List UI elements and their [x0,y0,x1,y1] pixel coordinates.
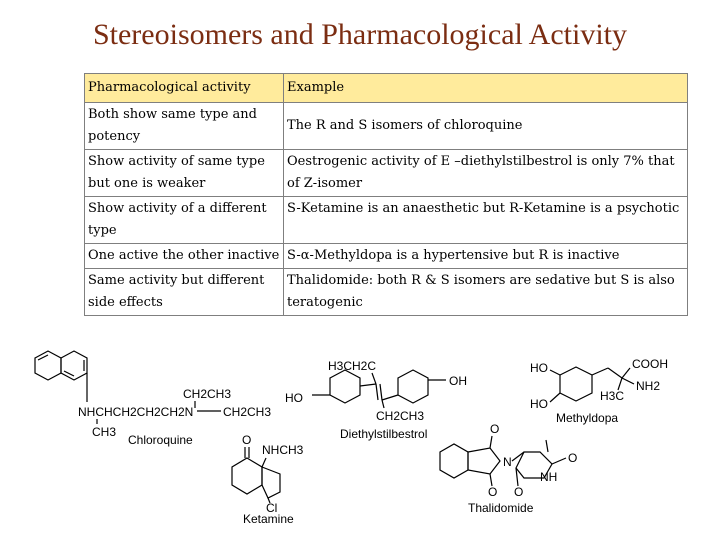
chloroquine-structure [35,351,271,447]
table-row [85,197,688,244]
chloroquine-name: Chloroquine [128,433,193,447]
activity-cell: Both show same type and potency [85,103,284,150]
activity-cell: Show activity of same type but one is weaker [85,150,284,197]
thalidomide-label-nitrogen: N [503,455,512,469]
ketamine-label-methylamino: NHCH3 [262,443,304,457]
des-label-hydroxyl-right: OH [449,374,467,388]
header-activity: Pharmacological activity [85,74,284,103]
ketamine-structure [232,433,304,526]
thalidomide-label-oxygen-imide-2: O [568,451,578,465]
thalidomide-label-imide: NH [540,470,558,484]
activity-table [84,73,688,316]
thalidomide-label-oxygen-bottom: O [488,485,498,499]
des-label-ethyl-2: CH2CH3 [376,409,425,423]
chemical-structures [0,340,720,540]
thalidomide-structure [440,422,577,515]
example-cell: S-α-Methyldopa is a hypertensive but R is inactive [284,244,688,269]
activity-cell: Show activity of a different type [85,197,284,244]
ketamine-label-chlorine: Cl [266,501,278,515]
chloroquine-label-methyl: CH3 [92,425,117,439]
methyldopa-label-hydroxyl-bottom: HO [530,397,548,411]
header-example: Example [284,74,688,103]
table-row [85,244,688,269]
thalidomide-label-oxygen-top: O [490,422,500,436]
example-cell: Thalidomide: both R & S isomers are sedative but S is also teratogenic [284,269,688,316]
methyldopa-label-carboxyl: COOH [632,357,668,371]
des-label-ethyl-1: H3CH2C [328,359,377,373]
methyldopa-label-hydroxyl-top: HO [530,361,548,375]
table-row [85,269,688,316]
diethylstilbestrol-name: Diethylstilbestrol [340,427,428,441]
ketamine-name: Ketamine [243,512,294,526]
example-cell: The R and S isomers of chloroquine [284,103,688,150]
methyldopa-label-methyl: H3C [600,389,625,403]
table-header-row [85,74,688,103]
example-cell: Oestrogenic activity of E –diethylstilbestrol is only 7% that of Z-isomer [284,150,688,197]
des-label-hydroxyl-left: HO [285,391,303,405]
thalidomide-name: Thalidomide [468,501,534,515]
chloroquine-label-ethyl-2: CH2CH3 [223,405,272,419]
activity-cell: Same activity but different side effects [85,269,284,316]
methyldopa-structure [530,357,668,425]
table-row [85,150,688,197]
slide-title: Stereoisomers and Pharmacological Activity [92,18,628,51]
example-cell: S-Ketamine is an anaesthetic but R-Ketamine is a psychotic [284,197,688,244]
activity-cell: One active the other inactive [85,244,284,269]
methyldopa-label-amino: NH2 [636,379,661,393]
methyldopa-name: Methyldopa [556,411,619,425]
thalidomide-label-oxygen-imide-1: O [514,485,524,499]
chloroquine-label-ethyl-1: CH2CH3 [183,387,232,401]
chloroquine-label-chain: NHCHCH2CH2CH2N [78,405,194,419]
ketamine-label-oxygen: O [242,433,252,447]
diethylstilbestrol-structure [285,359,467,441]
table-row [85,103,688,150]
